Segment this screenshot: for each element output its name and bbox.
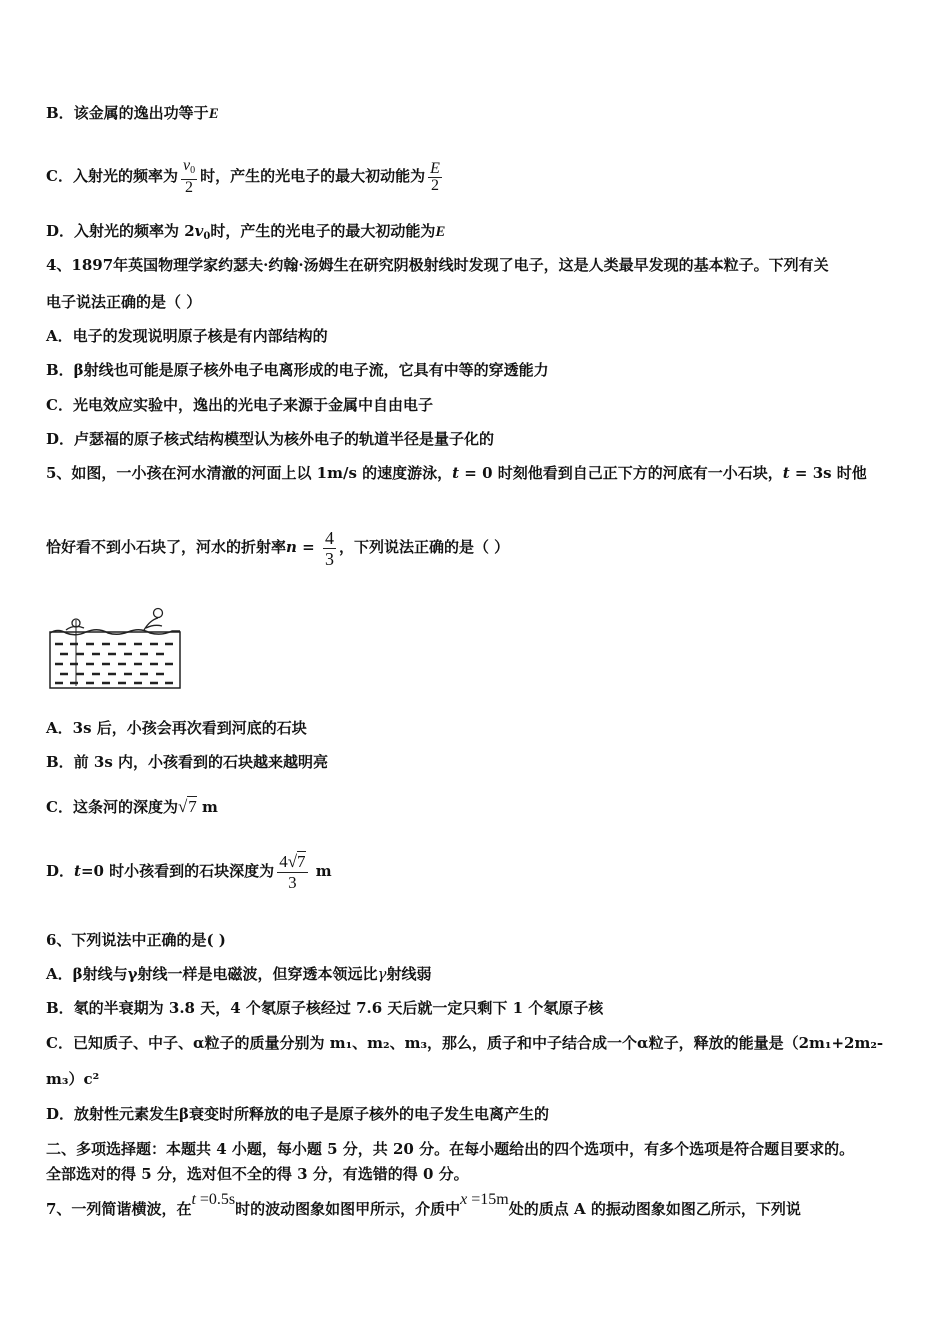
q3-option-d-text: D．入射光的频率为 2 bbox=[46, 222, 195, 240]
q5-stem-line2 bbox=[46, 527, 509, 569]
var-e-d: E bbox=[435, 224, 446, 240]
q5-option-c bbox=[46, 790, 218, 824]
q5-stem-line1 bbox=[46, 463, 867, 483]
frac-num-sub: 0 bbox=[190, 165, 196, 176]
q7-position bbox=[460, 1191, 509, 1208]
var-v-sub: 0 bbox=[203, 231, 211, 242]
var-t-d: t bbox=[74, 862, 81, 880]
section2-instructions-line1: 二、多项选择题：本题共 4 小题，每小题 5 分，共 20 分。在每小题给出的四个选项中，有多个选项是符合题目要求的。 bbox=[46, 1140, 855, 1158]
var-x: x bbox=[460, 1191, 468, 1208]
q5-option-d-label: D． bbox=[46, 862, 75, 880]
q6-option-d: D．放射性元素发生β衰变时所释放的电子是原子核外的电子发生电离产生的 bbox=[46, 1105, 549, 1123]
q6-option-c-line1: C．已知质子、中子、α粒子的质量分别为 m₁、m₂、m₃，那么，质子和中子结合成一个α粒子，释放的能量是（2m₁+2m₂- bbox=[46, 1034, 884, 1052]
q5-option-d-text: =0 时小孩看到的石块深度为 bbox=[80, 862, 275, 880]
var-n: n bbox=[286, 538, 297, 556]
fraction-e-over-2 bbox=[428, 161, 442, 194]
q4-stem-line1: 4、1897年英国物理学家约瑟夫·约翰·汤姆生在研究阴极射线时发现了电子，这是人类最早发现的基本粒子。下列有关 bbox=[46, 256, 829, 274]
q5-stem-part5: ，下列说法正确的是（ ） bbox=[338, 538, 510, 556]
q3-option-c-text: C．入射光的频率为 bbox=[46, 167, 178, 185]
unit-m: m bbox=[196, 798, 218, 816]
q3-option-c-mid: 时，产生的光电子的最大初动能为 bbox=[200, 167, 426, 185]
q5-stem-part1: 5、如图，一小孩在河水清澈的河面上以 1m/s 的速度游泳， bbox=[46, 464, 453, 482]
q4-option-c: C．光电效应实验中，逸出的光电子来源于金属中自由电子 bbox=[46, 396, 433, 414]
equals: = bbox=[296, 538, 320, 556]
frac-num-4: 4 bbox=[279, 851, 288, 871]
q3-option-d-post: 时，产生的光电子的最大初动能为 bbox=[210, 222, 436, 240]
q7-stem-part3: 处的质点 A 的振动图象如图乙所示，下列说 bbox=[508, 1200, 801, 1218]
var-gamma: γ bbox=[377, 965, 387, 983]
q3-option-c bbox=[46, 158, 445, 196]
q5-stem-part3: = 3s 时他 bbox=[789, 464, 867, 482]
q5-option-a: A．3s 后，小孩会再次看到河底的石块 bbox=[46, 719, 307, 737]
q6-option-b: B．氡的半衰期为 3.8 天，4 个氡原子核经过 7.6 天后就一定只剩下 1 个氡原子核 bbox=[46, 999, 604, 1017]
q6-option-a-text: A．β射线与γ射线一样是电磁波，但穿透本领远比 bbox=[46, 965, 378, 983]
q7-time bbox=[191, 1191, 235, 1208]
frac-num-radicand: 7 bbox=[297, 851, 306, 871]
frac-den-2: 2 bbox=[428, 177, 442, 194]
var-v: v bbox=[194, 222, 204, 240]
q6-option-a bbox=[46, 964, 432, 984]
var-t2: t bbox=[782, 464, 790, 482]
var-t: t bbox=[452, 464, 460, 482]
q5-stem-part4: 恰好看不到小石块了，河水的折射率 bbox=[46, 538, 287, 556]
sqrt-radicand: 7 bbox=[188, 797, 197, 816]
var-t-q7: t bbox=[191, 1191, 196, 1208]
river-figure bbox=[46, 606, 184, 690]
q3-option-b bbox=[46, 103, 219, 124]
q7-stem bbox=[46, 1191, 801, 1225]
q4-option-b: B．β射线也可能是原子核外电子电离形成的电子流，它具有中等的穿透能力 bbox=[46, 361, 549, 379]
var-e: E bbox=[208, 106, 219, 122]
fraction-4sqrt7-over-3: $\frac{4√7}{3}$ bbox=[279, 851, 306, 892]
q6-stem: 6、下列说法中正确的是( ) bbox=[46, 931, 226, 949]
q7-position-value: =15m bbox=[467, 1191, 509, 1208]
frac-den-3: 3 bbox=[324, 548, 334, 569]
frac-num-v: v bbox=[182, 157, 191, 174]
q5-stem-part2: = 0 时刻他看到自己正下方的河底有一小石块， bbox=[459, 464, 783, 482]
q4-option-d: D．卢瑟福的原子核式结构模型认为核外电子的轨道半径是量子化的 bbox=[46, 430, 495, 448]
q5-option-b: B．前 3s 内，小孩看到的石块越来越明亮 bbox=[46, 753, 329, 771]
fraction-4-over-3 bbox=[323, 528, 336, 569]
frac-num-e: E bbox=[430, 159, 440, 177]
q5-option-c-text: C．这条河的深度为 bbox=[46, 798, 178, 816]
q3-option-d bbox=[46, 221, 445, 247]
frac-den-3: 3 bbox=[277, 872, 307, 893]
sqrt-7: √7 bbox=[177, 797, 197, 816]
q6-option-a-post: 射线弱 bbox=[386, 965, 432, 983]
q5-option-d bbox=[46, 847, 332, 895]
q6-option-c-line2: m₃）c² bbox=[46, 1070, 100, 1088]
q4-stem-line2: 电子说法正确的是（ ） bbox=[46, 293, 202, 311]
q7-stem-part1: 7、一列简谐横波，在 bbox=[46, 1200, 192, 1218]
fraction-v0-over-2 bbox=[181, 158, 197, 196]
q4-option-a: A．电子的发现说明原子核是有内部结构的 bbox=[46, 327, 328, 345]
q7-stem-part2: 时的波动图象如图甲所示，介质中 bbox=[235, 1200, 461, 1218]
section2-instructions-line2: 全部选对的得 5 分，选对但不全的得 3 分，有选错的得 0 分。 bbox=[46, 1165, 469, 1183]
frac-den: 2 bbox=[181, 179, 197, 196]
q7-time-value: =0.5s bbox=[195, 1191, 236, 1208]
frac-num-4: 4 bbox=[324, 527, 334, 548]
q3-option-b-text: B．该金属的逸出功等于 bbox=[46, 104, 209, 122]
unit-m-d: m bbox=[310, 862, 332, 880]
